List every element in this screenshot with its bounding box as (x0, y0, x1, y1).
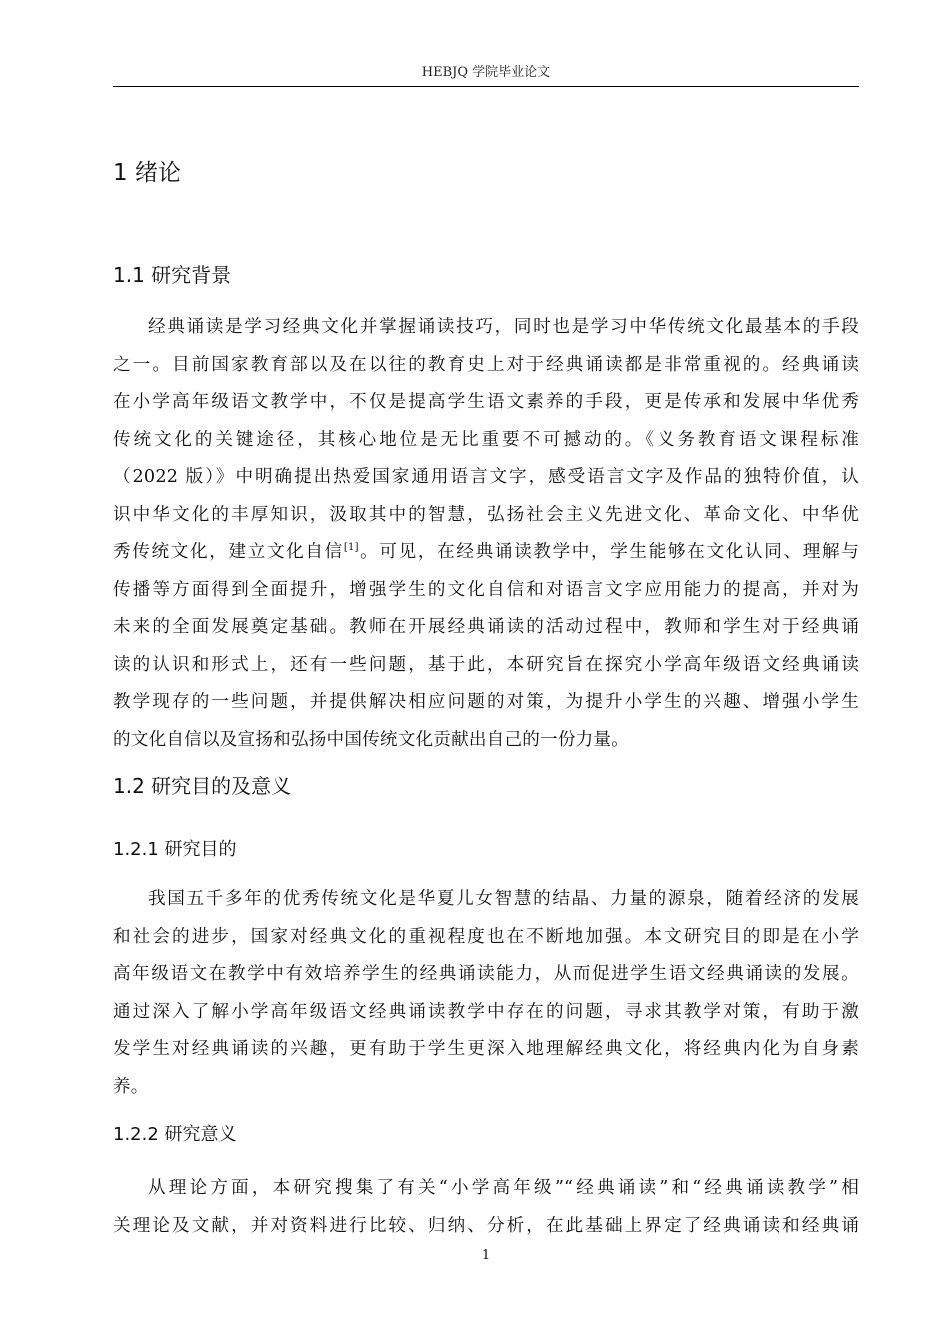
paragraph-line: 在小学高年级语文教学中，不仅是提高学生语文素养的手段，更是传承和发展中华优秀 (113, 392, 859, 412)
paragraph-line: 从理论方面，本研究搜集了有关“小学高年级”“经典诵读”和“经典诵读教学”相 (148, 1178, 859, 1198)
paragraph-line: 读的认识和形式上，还有一些问题，基于此，本研究旨在探究小学高年级语文经典诵读 (113, 654, 859, 675)
section-title-1-2-1: 1.2.1 研究目的 (113, 839, 237, 860)
paragraph-line: 和社会的进步，国家对经典文化的重视程度也在不断地加强。本文研究目的即是在小学 (113, 926, 859, 947)
section-title-1-2: 1.2 研究目的及意义 (113, 774, 292, 798)
section-title-1-1: 1.1 研究背景 (113, 263, 232, 287)
chapter-title: 1 绪论 (113, 160, 181, 186)
paragraph-line: 未来的全面发展奠定基础。教师在开展经典诵读的活动过程中，教师和学生对于经典诵 (113, 617, 859, 637)
paragraph-research-purpose (113, 881, 859, 1106)
paragraph-research-significance (113, 1170, 859, 1245)
paragraph-line: 养。 (113, 1076, 149, 1097)
paragraph-line-with-citation (113, 534, 859, 572)
paragraph-line: 传统文化的关键途径，其核心地位是无比重要不可撼动的。《义务教育语文课程标准 (113, 429, 859, 450)
line-text: 秀传统文化，建立文化自信 (113, 542, 344, 562)
header-divider (113, 86, 859, 87)
paragraph-line: 发学生对经典诵读的兴趣，更有助于学生更深入地理解经典文化，将经典内化为自身素 (113, 1039, 859, 1059)
paragraph-line: 关理论及文献，并对资料进行比较、归纳、分析，在此基础上界定了经典诵读和经典诵 (113, 1215, 859, 1236)
page-header: HEBJQ 学院毕业论文 (421, 65, 551, 80)
citation-reference: [1] (343, 542, 359, 553)
paragraph-line: 传播等方面得到全面提升，增强学生的文化自信和对语言文字应用能力的提高，并对为 (113, 579, 859, 600)
section-title-1-2-2: 1.2.2 研究意义 (113, 1124, 237, 1145)
paragraph-line: 经典诵读是学习经典文化并掌握诵读技巧，同时也是学习中华传统文化最基本的手段 (148, 317, 859, 337)
page-number: 1 (481, 1248, 491, 1263)
paragraph-line: 高年级语文在教学中有效培养学生的经典诵读能力，从而促进学生语文经典诵读的发展。 (113, 964, 859, 984)
paragraph-line: 教学现存的一些问题，并提供解决相应问题的对策，为提升小学生的兴趣、增强小学生 (113, 692, 859, 712)
paragraph-line: 之一。目前国家教育部以及在以往的教育史上对于经典诵读都是非常重视的。经典诵读 (113, 354, 859, 375)
paragraph-line: 我国五千多年的优秀传统文化是华夏儿女智慧的结晶、力量的源泉，随着经济的发展 (148, 889, 859, 909)
paragraph-research-background (113, 309, 859, 759)
paragraph-line: 的文化自信以及宣扬和弘扬中国传统文化贡献出自己的一份力量。 (113, 729, 630, 750)
paragraph-line: （2022 版）》中明确提出热爱国家通用语言文字，感受语言文字及作品的独特价值，认 (113, 467, 859, 487)
line-text: 。可见，在经典诵读教学中，学生能够在文化认同、理解与 (358, 542, 860, 562)
paragraph-line: 通过深入了解小学高年级语文经典诵读教学中存在的问题，寻求其教学对策，有助于激 (113, 1001, 859, 1022)
paragraph-line: 识中华文化的丰厚知识，汲取其中的智慧，弘扬社会主义先进文化、革命文化、中华优 (113, 504, 859, 525)
